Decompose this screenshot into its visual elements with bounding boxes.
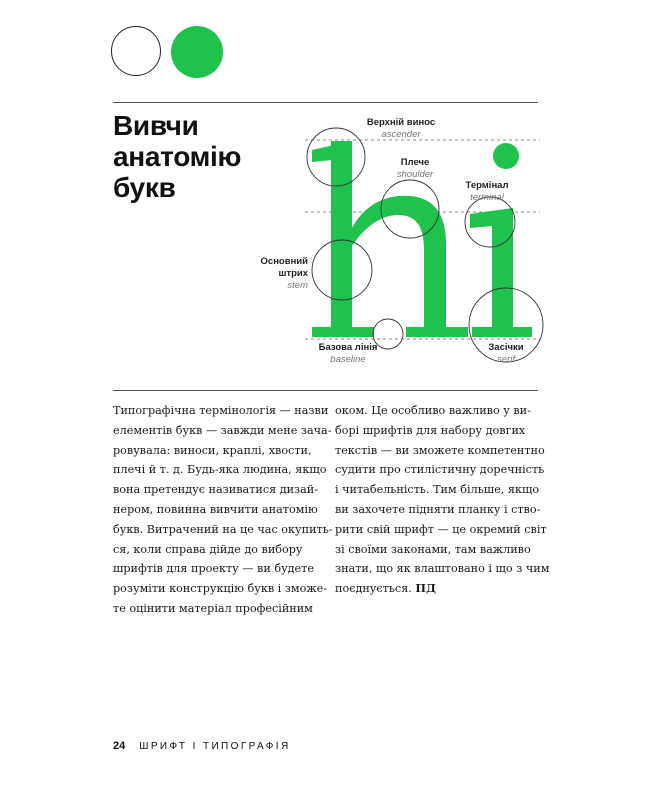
body-line: ся, коли справа дійде до вибору [113, 542, 303, 556]
title-line: букв [113, 172, 176, 203]
body-line: букв. Витрачений на це час окупить- [113, 522, 333, 536]
body-column-left [113, 401, 335, 619]
body-line: зі своїми законами, там важливо [335, 542, 531, 556]
baseline-label-en: baseline [330, 354, 366, 365]
terminal-label-ua: Термінал [465, 180, 509, 191]
author-signature: ПД [415, 581, 436, 596]
body-line: елементів букв — завжди мене зача- [113, 423, 332, 437]
serif-label-ua: Засічки [488, 342, 524, 353]
body-line: плечі й т. д. Будь-яка людина, якщо [113, 463, 327, 477]
shoulder-label [385, 157, 445, 181]
body-line: текстів — ви зможете компетентно [335, 443, 545, 457]
stem-label-ua-1: Основний [260, 256, 308, 267]
glyph-i [470, 143, 532, 337]
title-line: Вивчи [113, 110, 199, 141]
terminal-label [455, 180, 519, 204]
body-line: судити про стилістичну доречність [335, 463, 545, 477]
body-line: нером, повинна вивчити анатомію [113, 502, 318, 516]
body-line: знати, що як влаштовано і що з чим [335, 562, 550, 576]
body-line-last [335, 579, 557, 599]
ascender-label-ua: Верхній винос [366, 117, 436, 128]
ascender-label-en: ascender [381, 129, 421, 140]
body-line: Типографічна термінологія — назви [113, 404, 329, 417]
body-line: оком. Це особливо важливо у ви- [335, 404, 531, 417]
serif-label [470, 342, 542, 366]
stem-label-ua-2: штрих [278, 268, 308, 279]
page-number: 24 [113, 740, 126, 752]
body-line: розуміти конструкцію букв і зможе- [113, 582, 328, 596]
body-line: борі шрифтів для набору довгих [335, 423, 526, 437]
running-title: ШРИФТ І ТИПОГРАФІЯ [139, 741, 291, 752]
page-footer [113, 740, 291, 752]
shoulder-label-en: shoulder [396, 169, 434, 180]
baseline-label [303, 342, 393, 366]
serif-label-en: serif [497, 354, 515, 365]
title-line: анатомію [113, 141, 242, 172]
shoulder-label-ua: Плече [400, 157, 430, 168]
middle-rule [113, 390, 538, 391]
body-line: шрифтів для проекту — ви будете [113, 562, 314, 576]
body-line: вона претендує називатися дизай- [113, 483, 319, 497]
body-line: те оцінити матеріал професійним [113, 601, 313, 615]
body-line: і читабельність. Тим більше, якщо [335, 483, 540, 497]
stem-label-en: stem [287, 280, 308, 291]
body-line: ровувала: виноси, краплі, хвости, [113, 443, 312, 457]
ascender-label [356, 117, 446, 141]
body-last-words: поєднується. [335, 582, 412, 596]
baseline-label-ua: Базова лінія [318, 342, 378, 353]
terminal-label-en: terminal [470, 192, 504, 203]
body-column-right [335, 401, 557, 599]
body-line: рити свій шрифт — це окремий світ [335, 522, 547, 536]
stem-label [250, 256, 308, 292]
body-line: ви захочете підняти планку і ство- [335, 502, 541, 516]
